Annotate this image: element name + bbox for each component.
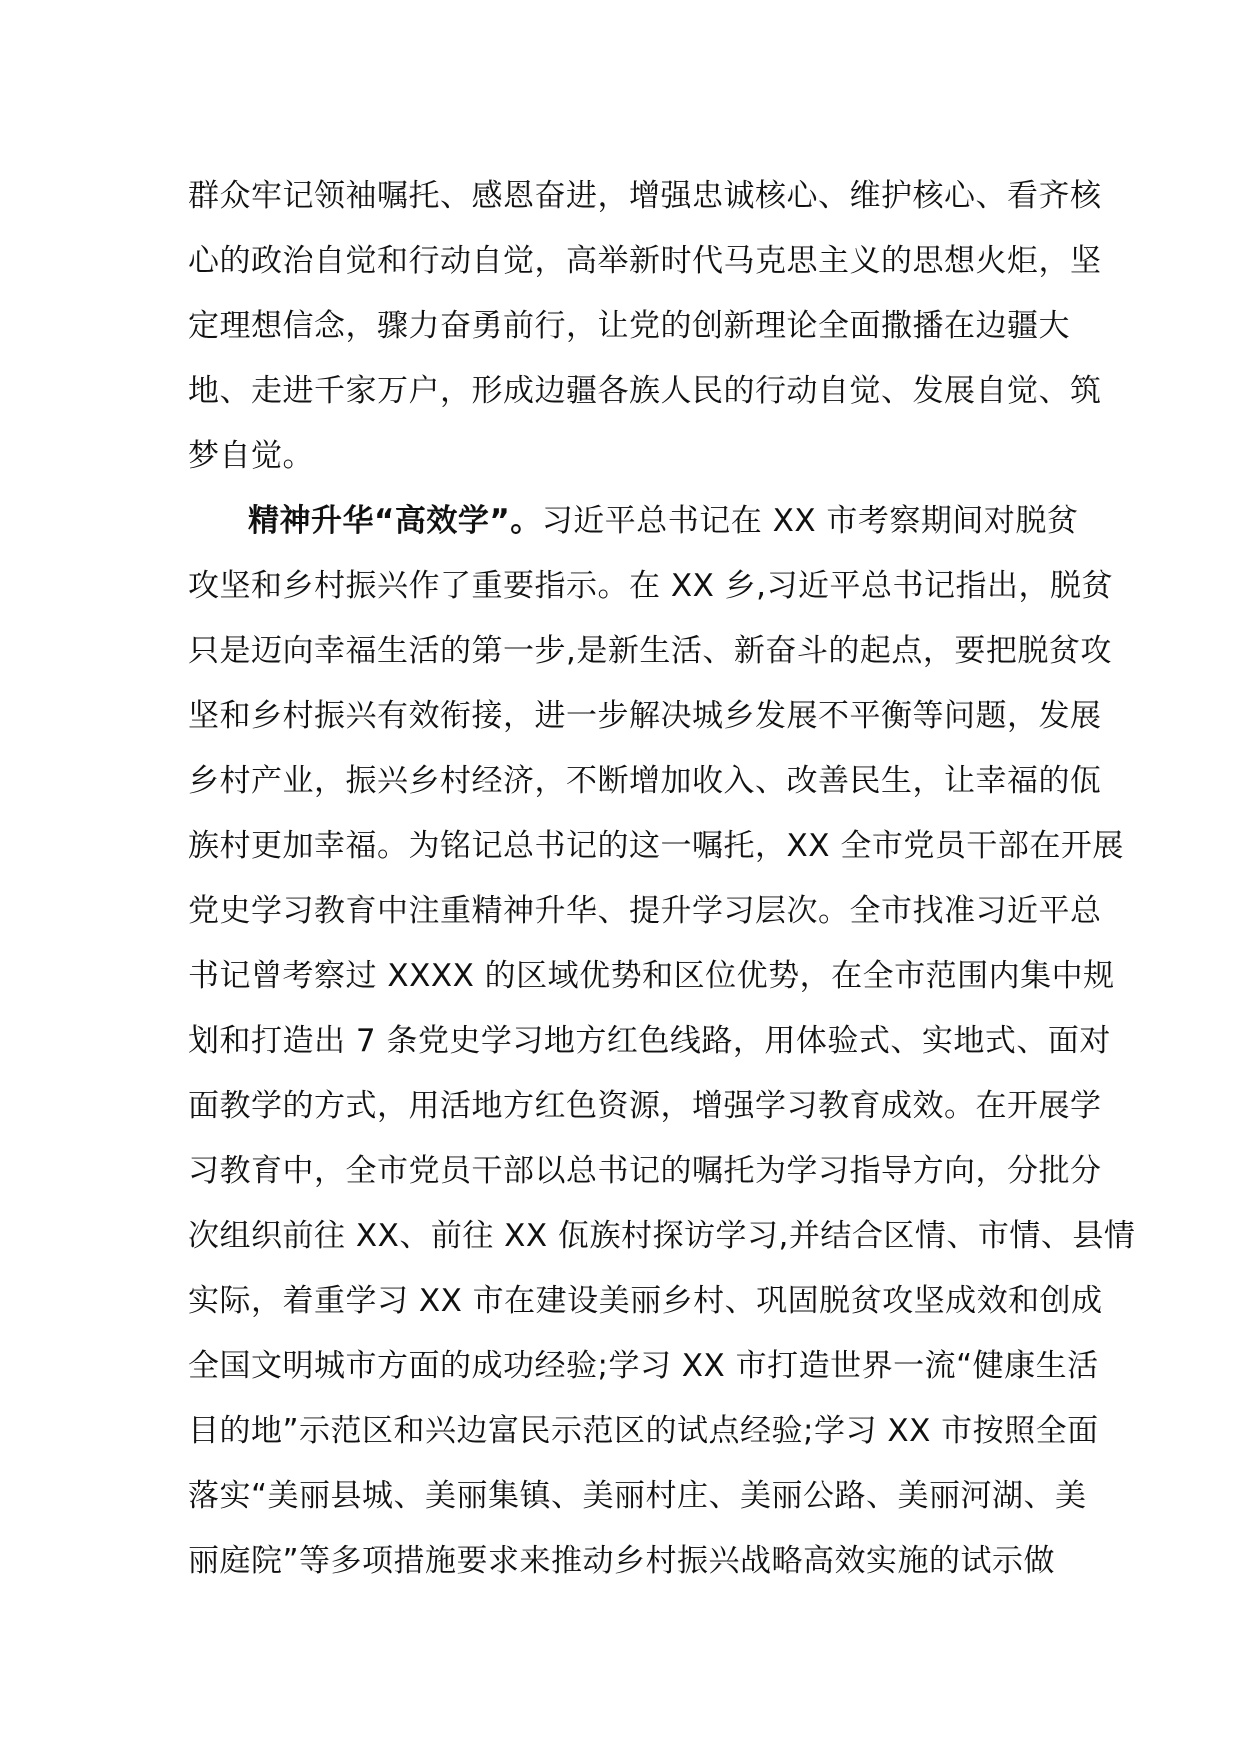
paragraph-2-line-14: 全国文明城市方面的成功经验;学习 XX 市打造世界一流“健康生活 (188, 1348, 1099, 1384)
paragraph-2-line-13: 实际，着重学习 XX 市在建设美丽乡村、巩固脱贫攻坚成效和创成 (188, 1283, 1103, 1319)
paragraph-2-line-4: 坚和乡村振兴有效衔接，进一步解决城乡发展不平衡等问题，发展 (188, 698, 1102, 734)
paragraph-2-heading: 精神升华“高效学”。 (248, 503, 542, 539)
paragraph-2-line-2: 攻坚和乡村振兴作了重要指示。在 XX 乡,习近平总书记指出，脱贫 (188, 568, 1114, 604)
paragraph-1-line-2: 心的政治自觉和行动自觉，高举新时代马克思主义的思想火炬，坚 (188, 243, 1102, 279)
paragraph-1-line-1: 群众牢记领袖嘱托、感恩奋进，增强忠诚核心、维护核心、看齐核 (188, 178, 1102, 214)
paragraph-2-line-8: 书记曾考察过 XXXX 的区域优势和区位优势，在全市范围内集中规 (188, 958, 1115, 994)
paragraph-2-line-5: 乡村产业，振兴乡村经济，不断增加收入、改善民生，让幸福的佤 (188, 763, 1102, 799)
paragraph-2-line-10: 面教学的方式，用活地方红色资源，增强学习教育成效。在开展学 (188, 1088, 1102, 1124)
paragraph-2-line-1-text: 习近平总书记在 XX 市考察期间对脱贫 (541, 503, 1079, 539)
paragraph-2-line-17: 丽庭院”等多项措施要求来推动乡村振兴战略高效实施的试示做 (188, 1543, 1056, 1579)
paragraph-2-line-16: 落实“美丽县城、美丽集镇、美丽村庄、美丽公路、美丽河湖、美 (188, 1478, 1087, 1514)
paragraph-2-line-6: 族村更加幸福。为铭记总书记的这一嘱托，XX 全市党员干部在开展 (188, 828, 1124, 864)
paragraph-2-line-15: 目的地”示范区和兴边富民示范区的试点经验;学习 XX 市按照全面 (188, 1413, 1099, 1449)
paragraph-2-line-3: 只是迈向幸福生活的第一步,是新生活、新奋斗的起点，要把脱贫攻 (188, 633, 1112, 669)
document-body (188, 164, 1136, 1594)
paragraph-1-line-5: 梦自觉。 (188, 438, 314, 474)
paragraph-2-line-12: 次组织前往 XX、前往 XX 佤族村探访学习,并结合区情、市情、县情 (188, 1218, 1136, 1254)
paragraph-2-line-7: 党史学习教育中注重精神升华、提升学习层次。全市找准习近平总 (188, 893, 1102, 929)
paragraph-2-line-9: 划和打造出 7 条党史学习地方红色线路，用体验式、实地式、面对 (188, 1023, 1111, 1059)
paragraph-1-line-3: 定理想信念，骤力奋勇前行，让党的创新理论全面撒播在边疆大 (188, 308, 1070, 344)
paragraph-1-line-4: 地、走进千家万户，形成边疆各族人民的行动自觉、发展自觉、筑 (188, 373, 1102, 409)
paragraph-2-line-1 (188, 489, 1079, 554)
paragraph-2-line-11: 习教育中，全市党员干部以总书记的嘱托为学习指导方向，分批分 (188, 1153, 1102, 1189)
